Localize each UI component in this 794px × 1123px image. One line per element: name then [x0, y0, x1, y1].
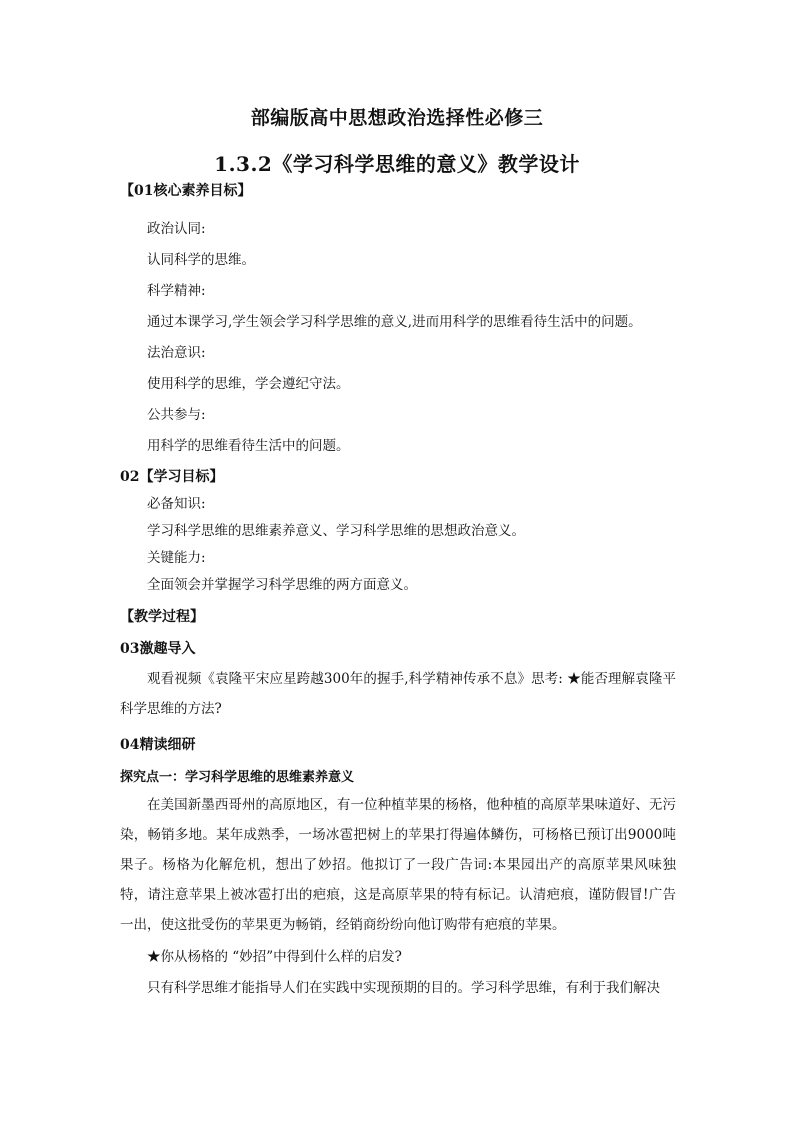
document-title: 部编版高中思想政治选择性必修三: [250, 107, 544, 129]
section-heading-teaching-process: 【教学过程】: [120, 609, 204, 625]
inquiry-point-heading: 探究点一：学习科学思维的思维素养意义: [120, 770, 355, 785]
section-heading-learning-goals: 02【学习目标】: [120, 469, 224, 485]
list-item: 法治意识:: [147, 345, 206, 361]
document-subtitle: 1.3.2《学习科学思维的意义》教学设计: [214, 152, 580, 176]
list-item: 全面领会并掌握学习科学思维的两方面意义。: [147, 577, 417, 593]
list-item: 学习科学思维的思维素养意义、学习科学思维的思想政治意义。: [147, 523, 525, 539]
list-item: 公共参与:: [147, 407, 206, 423]
section-heading-close-reading: 04精读细研: [120, 737, 196, 753]
case-paragraph: 在美国新墨西哥州的高原地区，有一位种植苹果的杨格，他种植的高原苹果味道好、无污染，畅销多地。某年成熟季，一场冰雹把树上的苹果打得遍体鳞伤，可杨格已预订出9000吨果子。杨格为化解危机，想出了妙招。他拟订了一段广告词:本果园出产的高原苹果风味独特，请注意苹果上被冰雹打出的疤痕，这是高原苹果的特有标记。认清疤痕，谨防假冒!广告一出，使这批受伤的苹果更为畅销，经销商纷纷向他订购带有疤痕的苹果。: [120, 797, 676, 933]
list-item: 必备知识:: [147, 496, 206, 512]
list-item: 科学精神:: [147, 283, 206, 299]
section-heading-intro: 03激趣导入: [120, 641, 196, 657]
list-item: 用科学的思维看待生活中的问题。: [147, 438, 350, 454]
intro-paragraph: 观看视频《袁隆平宋应星跨越300年的握手,科学精神传承不息》思考: ★能否理解袁隆平科学思维的方法?: [120, 671, 676, 717]
question-line: ★你从杨格的 “妙招”中得到什么样的启发?: [147, 949, 402, 965]
list-item: 关键能力:: [147, 550, 206, 566]
answer-line: 只有科学思维才能指导人们在实践中实现预期的目的。学习科学思维，有利于我们解决: [147, 980, 660, 996]
list-item: 认同科学的思维。: [147, 252, 255, 268]
list-item: 通过本课学习,学生领会学习科学思维的意义,进而用科学的思维看待生活中的问题。: [147, 314, 642, 330]
list-item: 使用科学的思维，学会遵纪守法。: [147, 376, 350, 392]
section-heading-core-literacy: 【01核心素养目标】: [120, 183, 252, 199]
list-item: 政治认同:: [147, 221, 206, 237]
